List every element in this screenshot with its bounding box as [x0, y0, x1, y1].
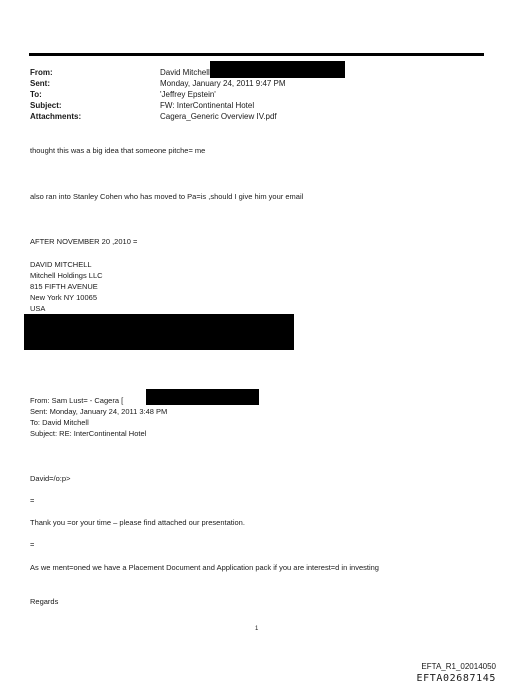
forwarded-from: From: Sam Lust= - Cagera [: [30, 396, 124, 405]
reply-mention: As we ment=oned we have a Placement Document and Application pack if you are interest=d in investing: [30, 563, 379, 572]
body-line-2: also ran into Stanley Cohen who has moved to Pa=is ,should I give him your email: [30, 192, 304, 201]
address-line: Mitchell Holdings LLC: [30, 271, 103, 280]
reply-greeting: David=/o:p>: [30, 474, 71, 483]
sent-value: Monday, January 24, 2011 9:47 PM: [160, 79, 286, 88]
body-line-1: thought this was a big idea that someone pitche= me: [30, 146, 206, 155]
to-label: To:: [30, 90, 42, 99]
subject-label: Subject:: [30, 101, 62, 110]
forwarded-to: To: David Mitchell: [30, 418, 89, 427]
reply-equals: =: [30, 496, 35, 505]
forwarded-subject: Subject: RE: InterContinental Hotel: [30, 429, 147, 438]
reply-thanks: Thank you =or your time – please find attached our presentation.: [30, 518, 245, 527]
header-divider: [29, 53, 484, 56]
forwarded-sent: Sent: Monday, January 24, 2011 3:48 PM: [30, 407, 168, 416]
subject-value: FW: InterContinental Hotel: [160, 101, 255, 110]
address-line: USA: [30, 304, 46, 313]
attachments-label: Attachments:: [30, 112, 82, 121]
reply-regards: Regards: [30, 597, 59, 606]
redaction-block: [146, 389, 259, 405]
address-line: DAVID MITCHELL: [30, 260, 92, 269]
redaction-block: [24, 314, 294, 350]
attachments-value: Cagera_Generic Overview IV.pdf: [160, 112, 277, 121]
to-value: 'Jeffrey Epstein': [160, 90, 216, 99]
after-date-line: AFTER NOVEMBER 20 ,2010 =: [30, 237, 138, 246]
address-line: New York NY 10065: [30, 293, 97, 302]
from-value: David Mitchell: [160, 68, 210, 77]
reply-equals: =: [30, 540, 35, 549]
address-line: 815 FIFTH AVENUE: [30, 282, 98, 291]
sent-label: Sent:: [30, 79, 50, 88]
from-label: From:: [30, 68, 53, 77]
footer-id-1: EFTA_R1_02014050: [421, 662, 496, 671]
page-number: 1: [255, 626, 259, 632]
redaction-block: [210, 61, 345, 78]
footer-id-2: EFTA02687145: [416, 673, 496, 684]
